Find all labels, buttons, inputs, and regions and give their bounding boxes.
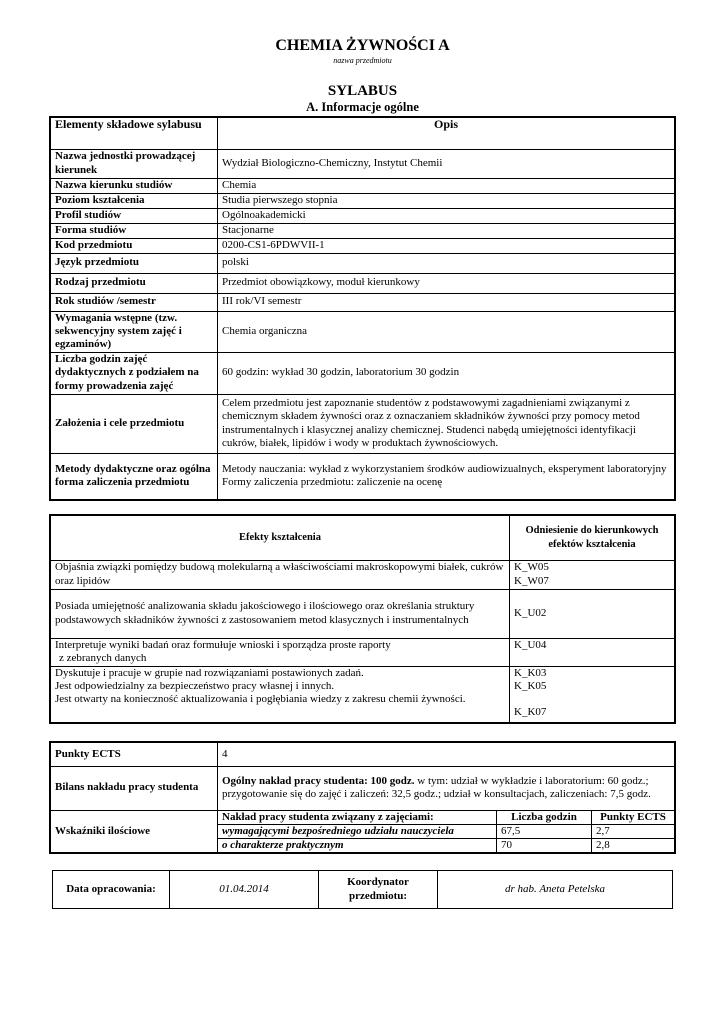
section-title: A. Informacje ogólne: [306, 100, 419, 114]
row-value: 0200-CS1-6PDWVII-1: [218, 238, 676, 253]
ects-value: 4: [218, 742, 676, 766]
table-row: [50, 253, 675, 273]
header-elements: Elementy składowe sylabusu: [50, 117, 218, 149]
row-value: III rok/VI semestr: [218, 293, 676, 311]
outcome-refs: [510, 560, 676, 589]
table-row: [50, 149, 675, 178]
row-label: Wymagania wstępne (tzw. sekwencyjny system zajęć i egzaminów): [50, 311, 218, 352]
ects-table: [49, 741, 676, 854]
indicator-ects: 2,8: [592, 838, 676, 853]
workload-text: [218, 766, 676, 810]
outcome-line: Jest odpowiedzialny za bezpieczeństwo pracy własnej i innych.: [55, 679, 335, 692]
outcome-text: Posiada umiejętność analizowania składu jakościowego i ilościowego oraz określania struktury podstawowych składników żywności z zastosowaniem metod klasycznych i instrumentalnych: [50, 589, 510, 638]
table-row: [50, 178, 675, 193]
table-header-row: [50, 515, 675, 560]
coordinator-label: Koordynator przedmiotu:: [319, 871, 438, 909]
indicator-ects: 2,7: [592, 824, 676, 838]
course-title-caption: nazwa przedmiotu: [333, 56, 392, 65]
row-label: Rok studiów /semestr: [50, 293, 218, 311]
table-row: [50, 742, 675, 766]
row-value: Wydział Biologiczno-Chemiczny, Instytut Chemii: [218, 149, 676, 178]
table-row: [50, 394, 675, 453]
row-value: Ogólnoakademicki: [218, 208, 676, 223]
outcome-text: [50, 666, 510, 723]
course-title: CHEMIA ŻYWNOŚCI A: [275, 37, 450, 54]
outcome-refs: [510, 666, 676, 723]
outcome-line: z zebranych danych: [59, 652, 147, 664]
workload-subheader: Nakład pracy studenta związany z zajęciami:: [218, 810, 497, 824]
outcome-line: Jest otwarty na konieczność aktualizowania i pogłębiania wiedzy z zakresu chemii żywności.: [55, 692, 466, 705]
table-row: [50, 453, 675, 500]
table-row: [50, 638, 675, 666]
table-row: [50, 223, 675, 238]
table-row: [50, 293, 675, 311]
workload-total: Ogólny nakład pracy studenta: 100 godz.: [222, 774, 415, 787]
header-outcomes: Efekty kształcenia: [50, 515, 510, 560]
indicator-hours: 70: [497, 838, 592, 853]
header-description: Opis: [218, 117, 676, 149]
row-label: Rodzaj przedmiotu: [50, 273, 218, 293]
table-row: [50, 193, 675, 208]
page-header: [0, 36, 725, 115]
table-row: [50, 238, 675, 253]
row-label: Nazwa jednostki prowadzącej kierunek: [50, 149, 218, 178]
outcome-ref: K_U04: [510, 638, 676, 666]
row-value: Stacjonarne: [218, 223, 676, 238]
general-info-table: [49, 116, 676, 501]
coordinator-value: dr hab. Aneta Petelska: [438, 871, 673, 909]
date-label: Data opracowania:: [53, 871, 170, 909]
outcome-ref: K_K07: [514, 705, 547, 718]
row-value: [218, 453, 676, 500]
table-row: [50, 810, 675, 824]
ects-label: Punkty ECTS: [50, 742, 218, 766]
row-value: Przedmiot obowiązkowy, moduł kierunkowy: [218, 273, 676, 293]
table-header-row: [50, 117, 675, 149]
indicator-label: wymagającymi bezpośredniego udziału nauczyciela: [218, 824, 497, 838]
row-label: Język przedmiotu: [50, 253, 218, 273]
indicators-label: Wskaźniki ilościowe: [50, 810, 218, 853]
table-row: [50, 560, 675, 589]
document-title: SYLABUS: [327, 83, 398, 99]
learning-outcomes-table: [49, 514, 676, 724]
row-label: Nazwa kierunku studiów: [50, 178, 218, 193]
outcome-ref: K_U02: [510, 589, 676, 638]
signature-table: [52, 870, 673, 909]
table-row: [50, 208, 675, 223]
row-label: Założenia i cele przedmiotu: [50, 394, 218, 453]
outcome-text: Objaśnia związki pomiędzy budową molekularną a właściwościami makroskopowymi białek, cukrów oraz lipidów: [50, 560, 510, 589]
date-value: 01.04.2014: [170, 871, 319, 909]
column-hours: Liczba godzin: [497, 810, 592, 824]
table-row: [50, 666, 675, 723]
row-value: Studia pierwszego stopnia: [218, 193, 676, 208]
row-value: Celem przedmiotu jest zapoznanie studentów z podstawowymi zagadnieniami związanymi z chemicznym składem żywności oraz z oznaczaniem składników żywności przy pomocy metod instrumentalnych i klasycznej analizy chemicznej. Studenci nabędą umiejętności identyfikacji cukrów, białek, lipidów i wody w produktach żywnościowych.: [218, 394, 676, 453]
outcome-ref: K_K03: [514, 666, 547, 679]
header-reference: Odniesienie do kierunkowych efektów kształcenia: [510, 515, 676, 560]
indicator-label: o charakterze praktycznym: [218, 838, 497, 853]
row-label: Forma studiów: [50, 223, 218, 238]
assessment-form: Formy zaliczenia przedmiotu: zaliczenie na ocenę: [222, 476, 443, 489]
row-label: Metody dydaktyczne oraz ogólna forma zaliczenia przedmiotu: [50, 453, 218, 500]
row-label: Poziom kształcenia: [50, 193, 218, 208]
row-label: Liczba godzin zajęć dydaktycznych z podziałem na formy prowadzenia zajęć: [50, 352, 218, 394]
outcome-ref: K_W05: [514, 561, 549, 574]
outcome-line: Interpretuje wyniki badań oraz formułuje wnioski i sporządza proste raporty: [55, 638, 391, 651]
table-row: [50, 273, 675, 293]
row-value: 60 godzin: wykład 30 godzin, laboratorium 30 godzin: [218, 352, 676, 394]
row-value: Chemia: [218, 178, 676, 193]
table-row: [50, 311, 675, 352]
column-ects: Punkty ECTS: [592, 810, 676, 824]
teaching-methods: Metody nauczania: wykład z wykorzystaniem środków audiowizualnych, eksperyment laboratoryjny: [222, 463, 667, 476]
row-label: Profil studiów: [50, 208, 218, 223]
spacer: [514, 693, 670, 706]
outcome-text: [50, 638, 510, 666]
table-row: [50, 589, 675, 638]
outcome-line: Dyskutuje i pracuje w grupie nad rozwiązaniami postawionych zadań.: [55, 666, 364, 679]
table-row: [53, 871, 673, 909]
row-value: polski: [218, 253, 676, 273]
table-row: [50, 766, 675, 810]
workload-details: w tym: udział w wykładzie i laboratorium: 60 godz.; przygotowanie się do zajęć i zaliczeń: 32,5 godz.; udział w konsultacjach, zaliczeniach: 7,5 godz.: [222, 774, 651, 800]
outcome-ref: K_K05: [514, 679, 547, 692]
workload-label: Bilans nakładu pracy studenta: [50, 766, 218, 810]
indicator-hours: 67,5: [497, 824, 592, 838]
row-label: Kod przedmiotu: [50, 238, 218, 253]
outcome-ref: K_W07: [514, 574, 549, 587]
table-row: [50, 352, 675, 394]
row-value: Chemia organiczna: [218, 311, 676, 352]
